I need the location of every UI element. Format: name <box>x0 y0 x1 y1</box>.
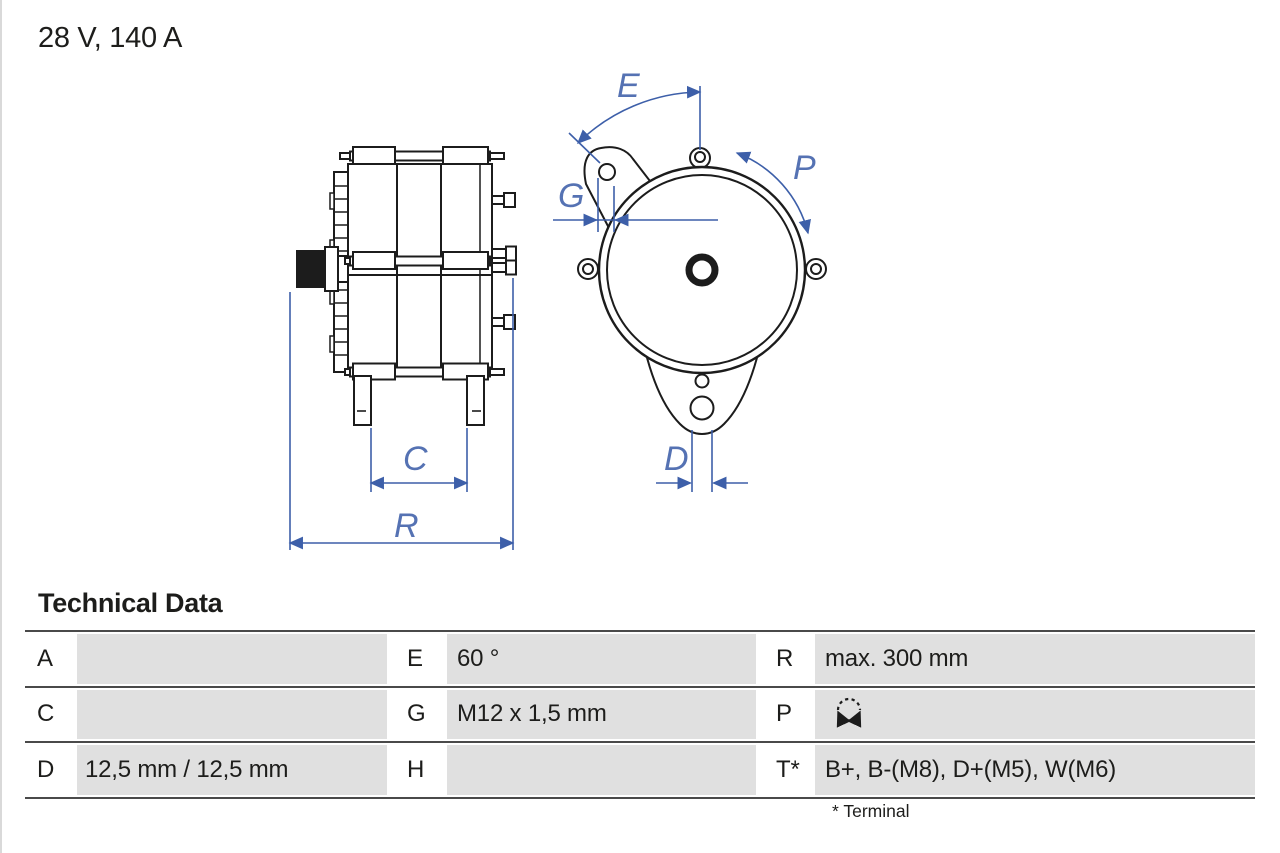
td-key-t: T* <box>776 755 800 783</box>
rotation-direction-icon <box>833 695 867 733</box>
table-row <box>25 630 1255 686</box>
td-key-h: H <box>407 755 425 783</box>
table-row <box>25 686 1255 742</box>
dim-label-P: P <box>793 149 816 187</box>
dim-label-D: D <box>664 440 689 478</box>
shaft-thread <box>297 251 325 287</box>
technical-data-table <box>25 630 1255 799</box>
td-key-a: A <box>37 644 53 672</box>
dim-label-G: G <box>558 177 585 215</box>
dim-label-R: R <box>394 507 419 545</box>
shaft-hub <box>689 257 715 283</box>
dim-label-E: E <box>617 67 640 105</box>
td-value-p <box>815 690 1255 740</box>
td-key-e: E <box>407 644 423 672</box>
terminal-footnote: * Terminal <box>832 801 910 821</box>
section-heading: Technical Data <box>38 588 223 618</box>
td-key-d: D <box>37 755 55 783</box>
td-key-r: R <box>776 644 794 672</box>
alternator-side-view <box>297 147 516 425</box>
td-value-t: B+, B-(M8), D+(M5), W(M6) <box>815 745 1255 795</box>
td-value-e: 60 ° <box>447 634 756 684</box>
td-value-h <box>447 745 756 795</box>
td-value-r: max. 300 mm <box>815 634 1255 684</box>
td-value-d: 12,5 mm / 12,5 mm <box>77 745 387 795</box>
td-key-p: P <box>776 700 792 728</box>
td-key-g: G <box>407 700 426 728</box>
td-key-c: C <box>37 700 55 728</box>
page-title: 28 V, 140 A <box>38 22 182 54</box>
table-row <box>25 741 1255 797</box>
td-value-g: M12 x 1,5 mm <box>447 690 756 740</box>
td-value-a <box>77 634 387 684</box>
alternator-front-view <box>578 147 826 434</box>
td-value-c <box>77 690 387 740</box>
dim-label-C: C <box>403 440 428 478</box>
